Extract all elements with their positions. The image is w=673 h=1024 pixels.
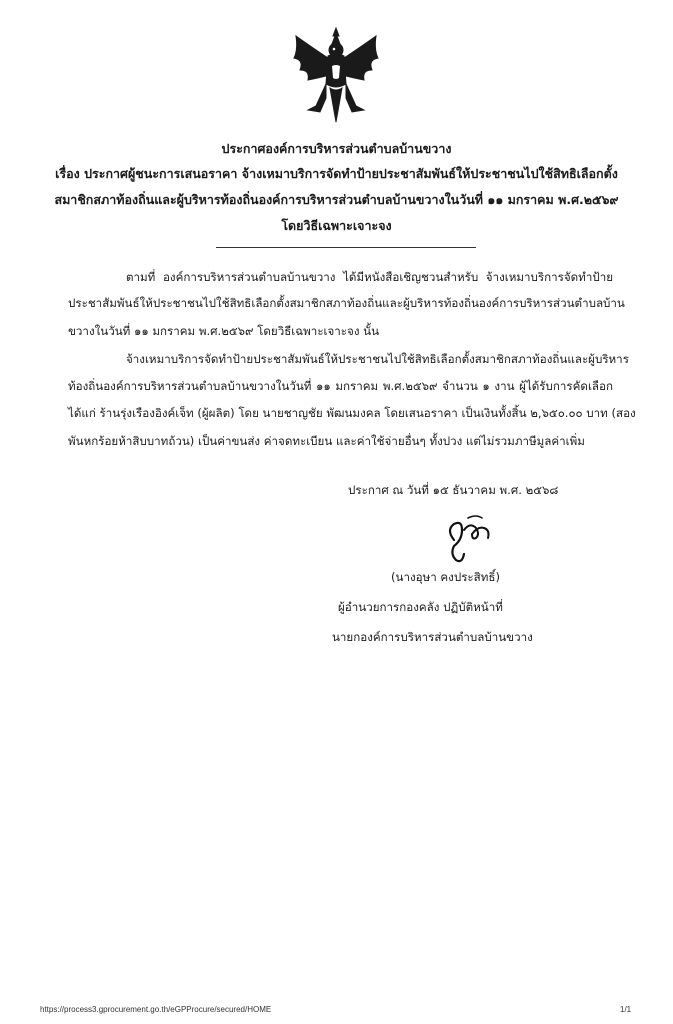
announcement-date: ประกาศ ณ วันที่ ๑๕ ธันวาคม พ.ศ. ๒๕๖๘ [348,483,559,497]
page-number: 1/1 [620,1005,632,1014]
paragraph-2-line-2: ท้องถิ่นองค์การบริหารส่วนตำบลบ้านขวางในวันที่ ๑๑ มกราคม พ.ศ.๒๕๖๙ จำนวน ๑ งาน ผู้ได้รับการคัดเลือก [68,379,613,393]
signatory-position-1: ผู้อำนวยการกองคลัง ปฏิบัติหน้าที่ [338,600,503,614]
paragraph-2-line-1: จ้างเหมาบริการจัดทำป้ายประชาสัมพันธ์ให้ประชาชนไปใช้สิทธิเลือกตั้งสมาชิกสภาท้องถิ่นและผู้บริหาร [126,352,629,366]
subject-line-2: สมาชิกสภาท้องถิ่นและผู้บริหารท้องถิ่นองค์การบริหารส่วนตำบลบ้านขวางในวันที่ ๑๑ มกราคม พ.ศ.๒๕๖๙ [54,192,619,207]
subject-line-3: โดยวิธีเฉพาะเจาะจง [281,218,392,233]
announcement-title: ประกาศองค์การบริหารส่วนตำบลบ้านขวาง [221,141,452,156]
paragraph-2-line-4: พันหกร้อยห้าสิบบาทถ้วน) เป็นค่าขนส่ง ค่าจดทะเบียน และค่าใช้จ่ายอื่นๆ ทั้งปวง แต่ไม่รวมภาษีมูลค่าเพิ่ม [68,434,585,448]
signatory-name: (นางอุษา คงประสิทธิ์) [391,570,500,584]
paragraph-2-line-3: ได้แก่ ร้านรุ่งเรืองอิงค์เจ็ท (ผู้ผลิต) โดย นายชาญชัย พัฒนมงคล โดยเสนอราคา เป็นเงินทั้งสิ้น ๒,๖๕๐.๐๐ บาท (สอง [68,406,636,420]
signatory-position-2: นายกองค์การบริหารส่วนตำบลบ้านขวาง [332,630,533,644]
title-divider [216,247,476,248]
garuda-emblem-icon [290,26,382,126]
handwritten-signature-icon [432,510,498,564]
footer-url: https://process3.gprocurement.go.th/eGPProcure/secured/HOME [40,1005,272,1014]
paragraph-1-line-2: ประชาสัมพันธ์ให้ประชาชนไปใช้สิทธิเลือกตั้งสมาชิกสภาท้องถิ่นและผู้บริหารท้องถิ่นองค์การบริหารส่วนตำบลบ้าน [68,296,625,310]
paragraph-1-line-3: ขวางในวันที่ ๑๑ มกราคม พ.ศ.๒๕๖๙ โดยวิธีเฉพาะเจาะจง นั้น [68,324,380,338]
paragraph-1-line-1: ตามที่ องค์การบริหารส่วนตำบลบ้านขวาง ได้มีหนังสือเชิญชวนสำหรับ จ้างเหมาบริการจัดทำป้าย [126,270,613,284]
subject-line-1: เรื่อง ประกาศผู้ชนะการเสนอราคา จ้างเหมาบริการจัดทำป้ายประชาสัมพันธ์ให้ประชาชนไปใช้สิทธิเลือกตั้ง [55,166,618,181]
